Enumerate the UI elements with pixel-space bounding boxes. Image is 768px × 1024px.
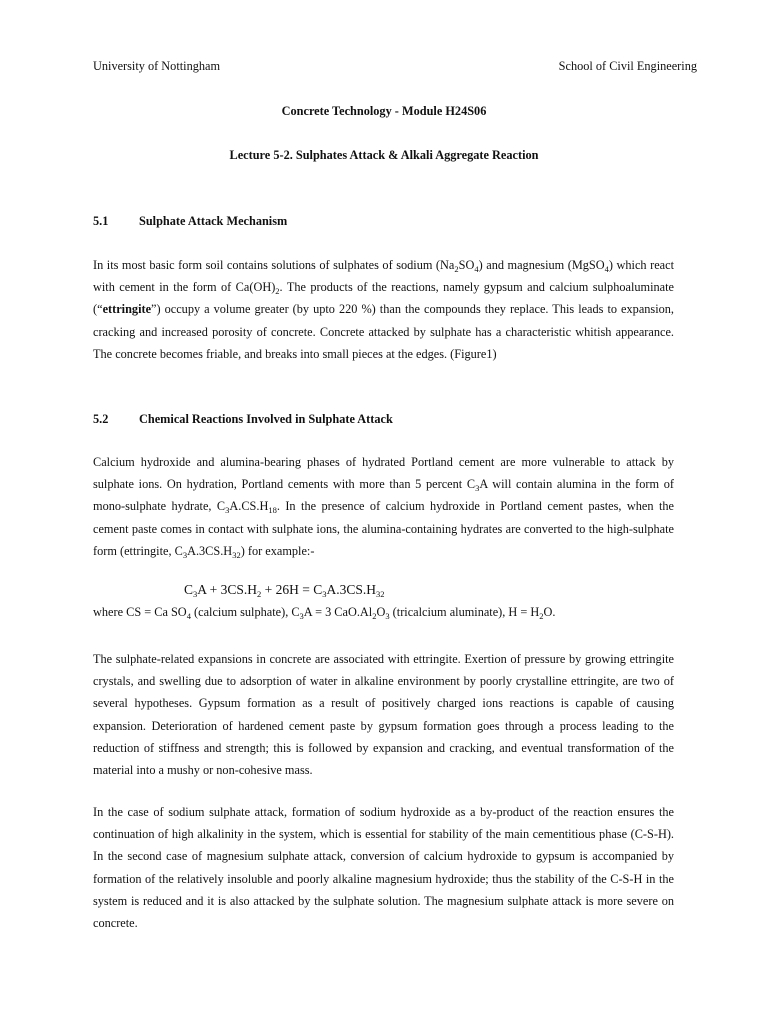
paragraph-ettringite-expansion: The sulphate-related expansions in concrete are associated with ettringite. Exertion of pressure by growing ettringite crystals, and swelling due to adsorption of water in alkaline environment by poorly crystalline ettringite, are two of several hypotheses. Gypsum formation as a result of positively charged ions reactions is capable of causing expansion. Deterioration of hardened cement paste by gypsum formation goes through a process leading to the reduction of stiffness and strength; this is followed by expansion and cracking, and eventual transformation of the material into a mushy or non-cohesive mass. [93,652,674,778]
lecture-title: Lecture 5-2. Sulphates Attack & Alkali Aggregate Reaction [229,148,539,162]
paragraph-sulphate-mechanism: In its most basic form soil contains solutions of sulphates of sodium $(Na_2SO_4)$ and magnesium (MgSO$_4$) which react with cement in the form of $Ca(OH)_2$. The products of the reactions, namely gypsum and calcium sulphoaluminate (“ettringite”) occupy a volume greater (by upto 220 %) than the compounds they replace. This leads to expansion, cracking and increased porosity of concrete. Concrete attacked by sulphate has a characteristic whitish appearance. The concrete becomes friable, and breaks into small pieces at the edges. (Figure1) [93,258,674,361]
document-title: Concrete Technology - Module H24S06 [281,104,487,118]
header-university: University of Nottingham [93,59,221,73]
section-title: Chemical Reactions Involved in Sulphate Attack [139,412,393,426]
section-number: 5.2 [93,412,109,426]
paragraph-chemical-reactions: Calcium hydroxide and alumina-bearing phases of hydrated Portland cement are more vulnerable to attack by sulphate ions. On hydration, Portland cements with more than 5 percent $C_3A$ will contain alumina in the form of mono-sulphate hydrate, $C_3A.CS.H_{18}$. In the presence of calcium hydroxide in Portland cement pastes, when the cement paste comes in contact with sulphate ions, the alumina-containing hydrates are converted to the high-sulphate form (ettringite, $C_3A.3CS.H_{32}$) for example:- [93,455,674,560]
reaction-equation: $C_3A + 3CS.H_2 + 26H = C_3A.3CS.H_{32}$ [184,582,385,599]
section-heading-5-2 [93,412,393,427]
equation-definitions: where CS = Ca $SO_4$ (calcium sulphate), $C_3A = 3$ $CaO.Al_2O_3$ (tricalcium aluminate), $H = H_2O$. [93,605,556,621]
paragraph-sodium-magnesium-attack: In the case of sodium sulphate attack, formation of sodium hydroxide as a by-product of the reaction ensures the continuation of high alkalinity in the system, which is essential for stability of the main cementitious phase (C-S-H). In the second case of magnesium sulphate attack, conversion of calcium hydroxide to gypsum is accompanied by formation of the relatively insoluble and poorly alkaline magnesium hydroxide; thus the stability of the C-S-H in the system is reduced and it is also attacked by the sulphate solution. The magnesium sulphate attack is more severe on concrete. [93,805,674,931]
section-number: 5.1 [93,214,109,228]
section-heading-5-1 [93,214,287,229]
section-title: Sulphate Attack Mechanism [139,214,288,228]
header-school: School of Civil Engineering [558,59,697,73]
